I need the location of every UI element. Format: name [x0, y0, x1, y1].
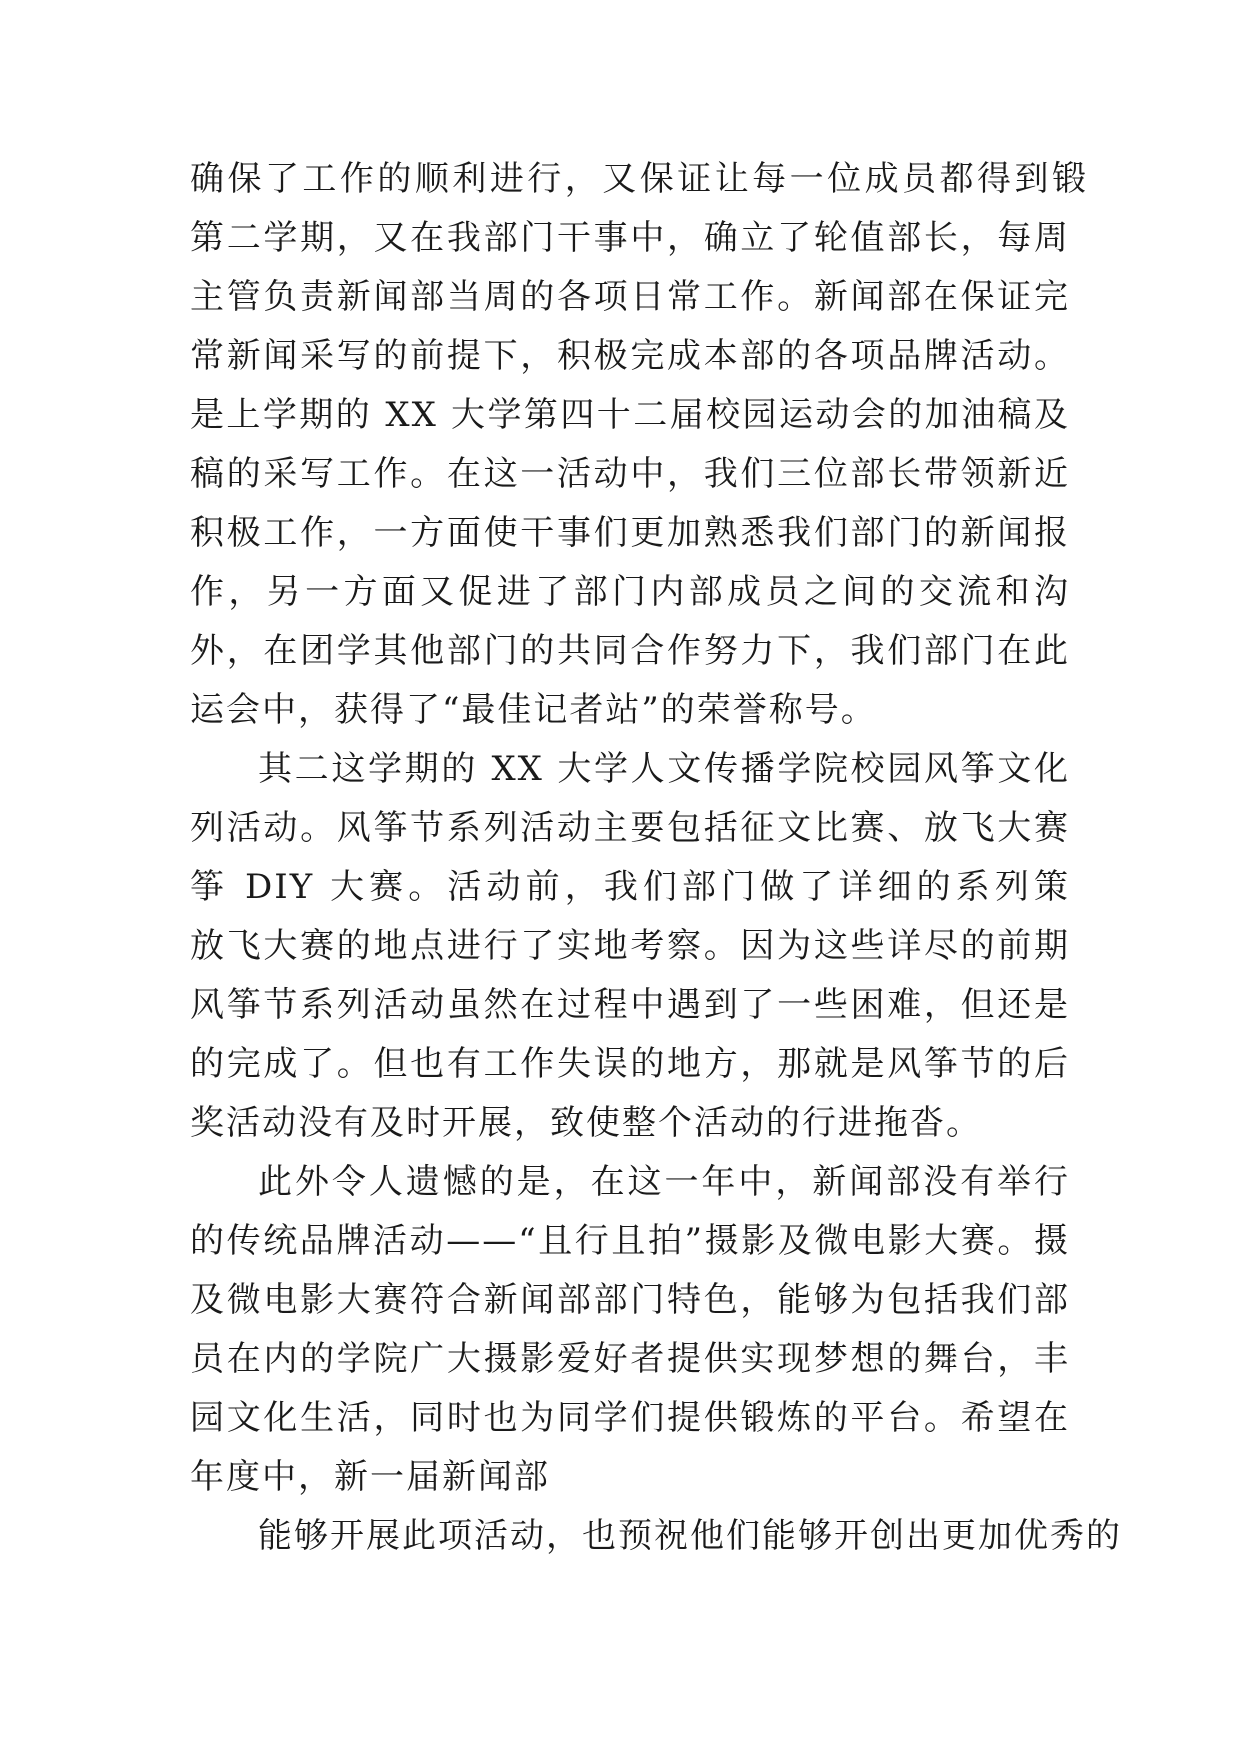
text-line: 作，另一方面又促进了部门内部成员之间的交流和沟 [190, 572, 1070, 612]
text-line: 稿的采写工作。在这一活动中，我们三位部长带领新近 [190, 454, 1070, 494]
text-line: 此外令人遗憾的是，在这一年中，新闻部没有举行 [258, 1162, 1070, 1202]
text-line: 年度中，新一届新闻部 [190, 1457, 550, 1497]
text-line: 主管负责新闻部当周的各项日常工作。新闻部在保证完 [190, 277, 1070, 317]
text-line: 风筝节系列活动虽然在过程中遇到了一些困难，但还是 [190, 985, 1070, 1025]
text-line: 员在内的学院广大摄影爱好者提供实现梦想的舞台，丰 [190, 1339, 1070, 1379]
text-line: 放飞大赛的地点进行了实地考察。因为这些详尽的前期 [190, 926, 1070, 966]
text-line: 其二这学期的 XX 大学人文传播学院校园风筝文化 [258, 749, 1070, 789]
text-line: 能够开展此项活动，也预祝他们能够开创出更加优秀的 [258, 1516, 1122, 1556]
text-line: 第二学期，又在我部门干事中，确立了轮值部长，每周 [190, 218, 1070, 258]
text-line: 常新闻采写的前提下，积极完成本部的各项品牌活动。 [190, 336, 1070, 376]
text-line: 是上学期的 XX 大学第四十二届校园运动会的加油稿及 [190, 395, 1070, 435]
text-line: 及微电影大赛符合新闻部部门特色，能够为包括我们部 [190, 1280, 1070, 1320]
text-line: 筝 DIY 大赛。活动前，我们部门做了详细的系列策 [190, 867, 1070, 907]
text-line: 确保了工作的顺利进行，又保证让每一位成员都得到锻 [190, 159, 1088, 199]
text-line: 运会中，获得了“最佳记者站”的荣誉称号。 [190, 690, 877, 730]
text-line: 外，在团学其他部门的共同合作努力下，我们部门在此 [190, 631, 1070, 671]
document-body [190, 150, 1122, 1566]
text-line: 积极工作，一方面使干事们更加熟悉我们部门的新闻报 [190, 513, 1070, 553]
text-line: 园文化生活，同时也为同学们提供锻炼的平台。希望在 [190, 1398, 1070, 1438]
text-line: 列活动。风筝节系列活动主要包括征文比赛、放飞大赛 [190, 808, 1070, 848]
text-line: 奖活动没有及时开展，致使整个活动的行进拖沓。 [190, 1103, 982, 1143]
text-line: 的完成了。但也有工作失误的地方，那就是风筝节的后 [190, 1044, 1070, 1084]
text-line: 的传统品牌活动——“且行且拍”摄影及微电影大赛。摄 [190, 1221, 1070, 1261]
